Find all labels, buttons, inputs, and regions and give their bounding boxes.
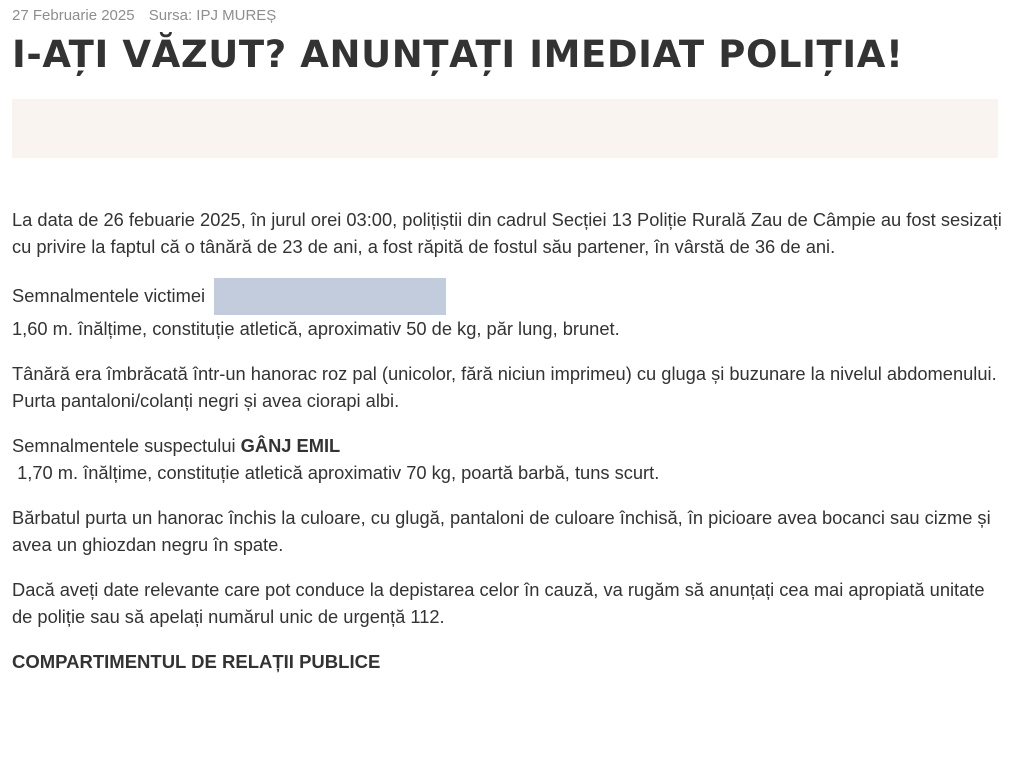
suspect-heading: Semnalmentele suspectului <box>12 435 236 456</box>
article-body <box>12 206 1002 693</box>
appeal-paragraph: Dacă aveți date relevante care pot conduce la depistarea celor în cauză, va rugăm să anunțați cea mai apropiată unitate de poliție sau să apelați numărul unic de urgență 112. <box>12 579 985 627</box>
suspect-name: GÂNJ EMIL <box>240 435 341 456</box>
victim-description <box>12 278 1002 342</box>
suspect-details: 1,70 m. înălțime, constituție atletică aproximativ 70 kg, poartă barbă, tuns scurt. <box>17 462 660 483</box>
signature: COMPARTIMENTUL DE RELAȚII PUBLICE <box>12 651 381 672</box>
image-placeholder-banner <box>12 99 998 158</box>
article-meta <box>12 7 276 24</box>
suspect-description <box>12 432 1002 486</box>
publish-date: 27 Februarie 2025 <box>12 7 135 24</box>
victim-heading: Semnalmentele victimei <box>12 285 206 306</box>
suspect-clothing-paragraph: Bărbatul purta un hanorac închis la culoare, cu glugă, pantaloni de culoare închisă, în picioare avea bocanci sau cizme și avea un ghiozdan negru în spate. <box>12 507 991 555</box>
victim-clothing-paragraph: Tânără era îmbrăcată într-un hanorac roz pal (unicolor, fără niciun imprimeu) cu gluga și buzunare la nivelul abdomenului. Purta pantaloni/colanți negri și avea ciorapi albi. <box>12 363 997 411</box>
intro-paragraph: La data de 26 febuarie 2025, în jurul orei 03:00, polițiștii din cadrul Secției 13 Poliție Rurală Zau de Câmpie au fost sesizați cu privire la faptul că o tânără de 23 de ani, a fost răpită de fostul său partener, în vârstă de 36 de ani. <box>12 209 1002 257</box>
redacted-image-block <box>214 278 446 315</box>
source-label: Sursa: IPJ MUREȘ <box>148 7 277 24</box>
victim-details: 1,60 m. înălțime, constituție atletică, aproximativ 50 de kg, păr lung, brunet. <box>12 318 620 339</box>
page-title: I-AȚI VĂZUT? ANUNȚAȚI IMEDIAT POLIȚIA! <box>12 33 904 76</box>
